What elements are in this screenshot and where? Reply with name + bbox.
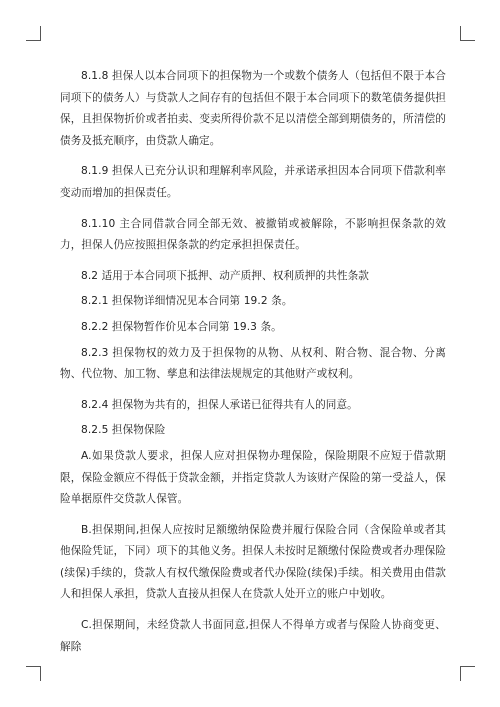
clause-8-2-heading: 8.2 适用于本合同项下抵押、动产质押、权利质押的共性条款 [81,269,369,282]
clause-8-1-10: 8.1.10 主合同借款合同全部无效、被撤销或被解除，不影响担保条款的效力，担保人仍应按照担保条款的约定承担担保责任。 [60,217,446,252]
clause-8-2-1: 8.2.1 担保物详细情况见本合同第 19.2 条。 [81,295,293,308]
crop-mark-top-right [460,26,475,41]
crop-mark-top-left [26,26,41,41]
clause-8-1-9: 8.1.9 担保人已充分认识和理解利率风险，并承诺承担因本合同项下借款利率变动而增加的担保责任。 [60,165,446,199]
clause-8-2-5-c: C.担保期间，未经贷款人书面同意,担保人不得单方或者与保险人协商变更、解除 [60,619,446,653]
clause-8-2-5-b: B.担保期间,担保人应按时足额缴纳保险费并履行保险合同（含保险单或者其他保险凭证，下同）项下的其他义务。担保人未按时足额缴付保险费或者办理保险(续保)手续的，贷款人有权代缴保险费或者代办保险(续保)手续。相关费用由借款人和担保人承担，贷款人直接从担保人在贷款人处开立的账户中划收。 [60,523,446,601]
clause-8-2-5-a: A.如果贷款人要求，担保人应对担保物办理保险，保险期限不应短于借款期限，保险金额应不得低于贷款金额，并指定贷款人为该财产保险的第一受益人，保险单据原件交贷款人保管。 [60,449,446,506]
clause-8-2-5-heading: 8.2.5 担保物保险 [81,424,166,437]
clause-8-2-3: 8.2.3 担保物权的效力及于担保物的从物、从权利、附合物、混合物、分离物、代位物、加工物、孳息和法律法规规定的其他财产或权利。 [60,346,446,381]
document-body [60,66,446,667]
crop-mark-bottom-left [26,666,41,681]
clause-8-1-8: 8.1.8 担保人以本合同项下的担保物为一个或数个债务人（包括但不限于本合同项下的债务人）与贷款人之间存有的包括但不限于本合同项下的数笔债务提供担保，且担保物折价或者拍卖、变卖所得价款不足以清偿全部到期债务的，所清偿的债务及抵充顺序，由贷款人确定。 [60,70,446,147]
clause-8-2-4: 8.2.4 担保物为共有的，担保人承诺已征得共有人的同意。 [81,398,358,411]
crop-mark-bottom-right [460,666,475,681]
clause-8-2-2: 8.2.2 担保物暂作价见本合同第 19.3 条。 [81,320,282,333]
